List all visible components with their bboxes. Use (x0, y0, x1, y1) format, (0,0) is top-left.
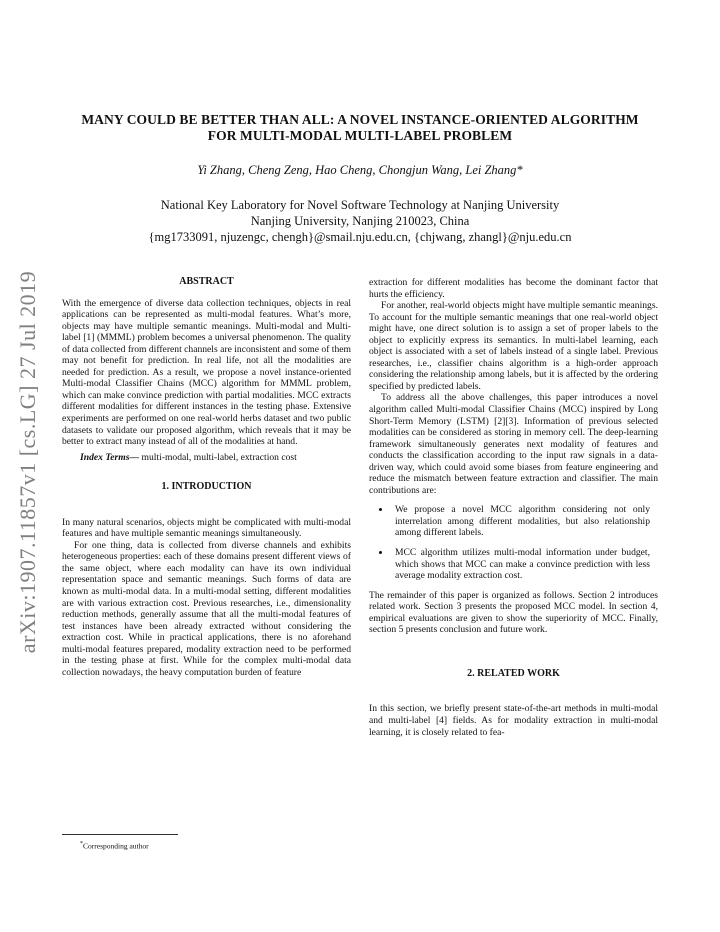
intro-paragraph-1: In many natural scenarios, objects might be complicated with multi-modal features and have multiple semantic meanings simultaneously. (62, 516, 351, 540)
arxiv-stamp-text: arXiv:1907.11857v1 [cs.LG] 27 Jul 2019 (15, 270, 40, 654)
left-column (62, 276, 351, 678)
intro-paragraph-2: For one thing, data is collected from diverse channels and exhibits heterogeneous properties: each of these domains present different views of the same object, where each modality can have its own individual representation space and semantic meanings. Such forms of data are known as multi-modal data. In a multi-modal setting, different modalities are with various extraction cost. Previous researches, i.e., dimensionality reduction methods, generally assume that all the multi-modal features of test instances have been already extracted without considering the extraction cost. While in practical applications, there is no aforehand multi-modal features prepared, modality extraction need to be performed in the testing phase at first. While for the complex multi-modal data collection nowadays, the heavy computation burden of feature (62, 539, 351, 678)
affiliation-line-2: Nanjing University, Nanjing 210023, China (250, 214, 470, 228)
footnote-rule (62, 834, 178, 835)
intro-paragraph-3: extraction for different modalities has become the dominant factor that hurts the efficiency. (369, 277, 658, 300)
footnote-mark: * (80, 841, 83, 847)
index-terms-text: multi-modal, multi-label, extraction cost (141, 451, 297, 463)
abstract-text: With the emergence of diverse data collection techniques, objects in real applications can be represented as multi-modal features. What’s more, objects may have multiple semantic meanings. Multi-modal and Multi-label [1] (MMML) problem becomes a universal phenomenon. The quality of data collected from different channels are inconsistent and some of them may not benefit for prediction. In real life, not all the modalities are needed for prediction. As a result, we propose a novel instance-oriented Multi-modal Classifier Chains (MCC) algorithm for MMML problem, which can make convince prediction with partial modalities. MCC extracts different modalities for different instances in the testing phase. Extensive experiments are performed on one real-world herbs dataset and two public datasets to validate our proposed algorithm, which reveals that it may be better to extract many instead of all of the modalities at hand. (62, 297, 351, 448)
paper-title (60, 112, 660, 144)
index-terms-label: Index Terms— (80, 451, 140, 463)
index-terms (62, 452, 351, 464)
affiliation-emails: {mg1733091, njuzengc, chengh}@smail.nju.edu.cn, {chjwang, zhangl}@nju.edu.cn (148, 230, 572, 244)
affiliation (60, 197, 660, 245)
contribution-item: • We propose a novel MCC algorithm considering not only interrelation among different modalities, but also relationship among different labels. (391, 504, 650, 539)
right-column (369, 277, 658, 738)
intro-paragraph-5: To address all the above challenges, this paper introduces a novel algorithm called Multi-modal Classifier Chains (MCC) inspired by Long Short-Term Memory (LSTM) [2][3]. Information of previous selected modalities can be considered as storing in memory cell. The deep-learning framework simultaneously generates next modality of features and conducts the classification according to the input raw signals in a data-driven way, which could avoid some biases from feature engineering and reduce the mismatch between feature extraction and classifier. The main contributions are: (369, 392, 658, 496)
related-work-heading: 2. RELATED WORK (467, 667, 560, 679)
intro-paragraph-6: The remainder of this paper is organized as follows. Section 2 introduces related work. Section 3 presents the proposed MCC model. In section 4, empirical evaluations are given to show the superiority of MCC. Finally, section 5 presents conclusion and future work. (369, 589, 658, 636)
introduction-heading: 1. INTRODUCTION (161, 481, 252, 493)
intro-paragraph-4: For another, real-world objects might have multiple semantic meanings. To account for the multiple semantic meanings that one real-world object might have, one direct solution is to assign a set of proper labels to the object to explicitly express its semantics. In multi-label learning, each object is associated with a set of labels instead of a single label. Previous researches, i.e., classifier chains algorithm is a high-order approach considering the relationship among labels, but it is affected by the ordering specified by predicted labels. (369, 300, 658, 392)
title-line-2: FOR MULTI-MODAL MULTI-LABEL PROBLEM (207, 128, 513, 143)
related-paragraph-1: In this section, we briefly present state-of-the-art methods in multi-modal and multi-label [4] fields. As for modality extraction in multi-modal learning, it is closely related to fea- (369, 703, 658, 738)
contribution-item: • MCC algorithm utilizes multi-modal information under budget, which shows that MCC can make a convince prediction with less average modality extraction cost. (391, 547, 650, 582)
title-line-1: MANY COULD BE BETTER THAN ALL: A NOVEL INSTANCE-ORIENTED ALGORITHM (81, 112, 639, 127)
arxiv-stamp (8, 262, 48, 662)
contributions-list (369, 504, 658, 581)
author-list: Yi Zhang, Cheng Zeng, Hao Cheng, Chongjun Wang, Lei Zhang* (197, 163, 523, 177)
abstract-heading: ABSTRACT (179, 276, 234, 287)
footnote (80, 840, 149, 851)
affiliation-line-1: National Key Laboratory for Novel Software Technology at Nanjing University (160, 198, 560, 212)
footnote-text: Corresponding author (83, 841, 149, 851)
